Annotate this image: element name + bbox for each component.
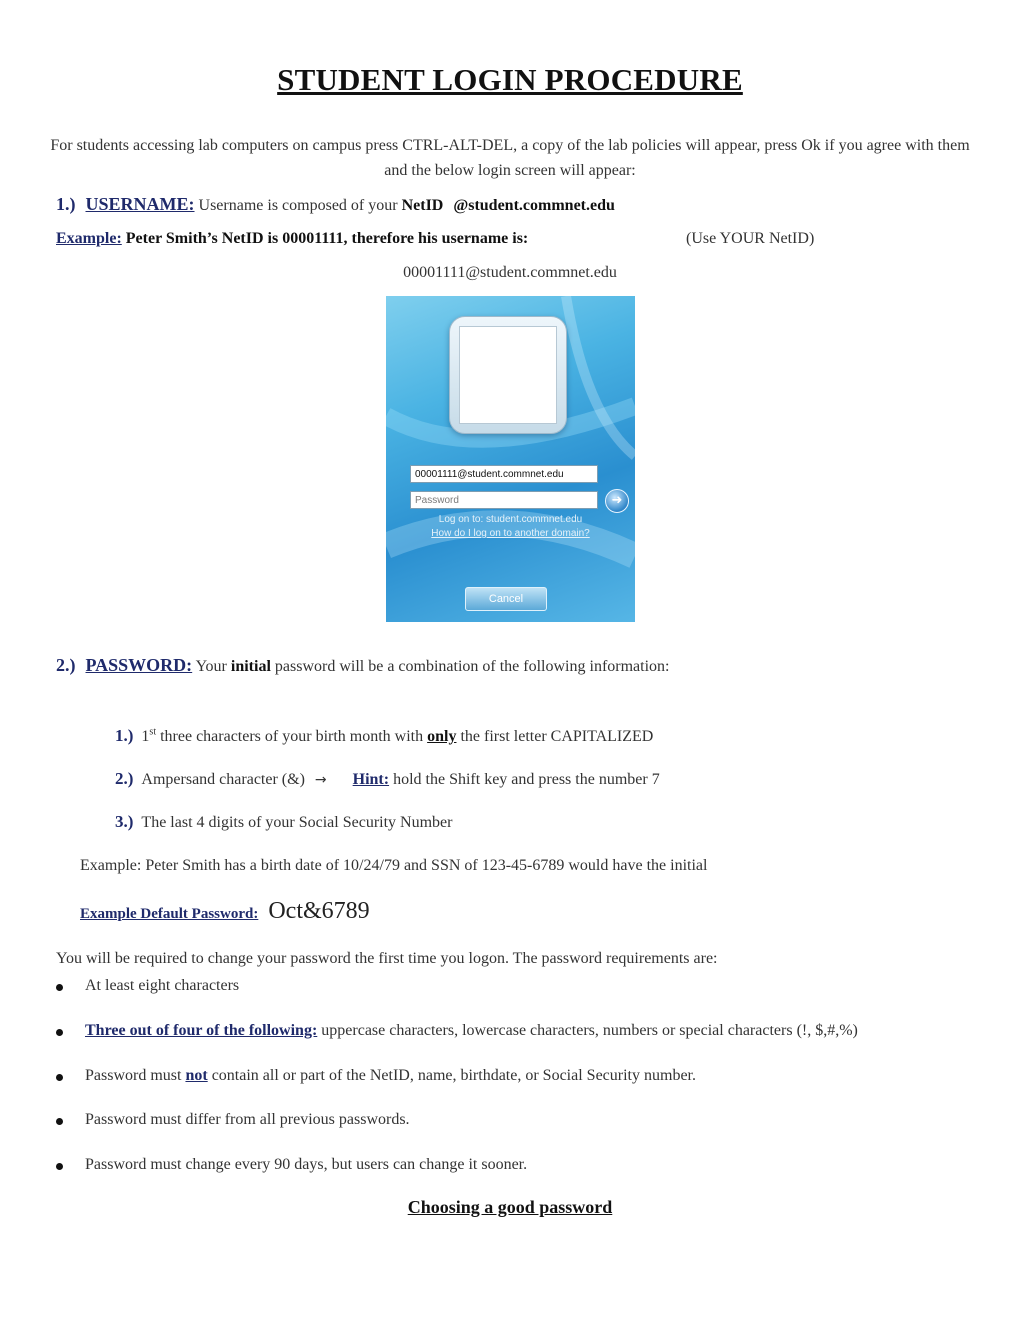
password-heading: PASSWORD:	[85, 655, 193, 675]
user-picture-frame	[459, 326, 557, 424]
default-password-line	[80, 898, 370, 925]
list-item-text-pre: Password must	[85, 1067, 182, 1084]
requirements-intro: You will be required to change your password the first time you logon. The password requirements are:	[56, 950, 718, 967]
logon-domain-text: Log on to: student.commnet.edu	[438, 514, 583, 525]
choosing-password-heading: Choosing a good password	[407, 1197, 613, 1217]
example-label: Example:	[56, 230, 122, 247]
initial-emphasis: initial	[230, 658, 271, 675]
step-text-a: three characters of your birth month with	[160, 728, 424, 745]
bullet-icon	[56, 1029, 63, 1036]
list-item	[85, 977, 239, 995]
bullet-icon	[56, 1163, 63, 1170]
list-item	[85, 1022, 858, 1040]
step-emphasis: only	[427, 728, 457, 745]
password-heading-line	[56, 655, 669, 676]
domain-label: @student.commnet.edu	[453, 197, 615, 214]
login-username-input[interactable]: 00001111@student.commnet.edu	[410, 465, 598, 483]
bullet-icon	[56, 1074, 63, 1081]
step-ordinal: 1	[141, 728, 150, 745]
list-item-text: contain all or part of the NetID, name, birthdate, or Social Security number.	[211, 1067, 696, 1084]
list-item	[85, 1156, 527, 1174]
password-step-3	[115, 812, 452, 832]
section-number: 1.)	[56, 194, 76, 214]
list-item	[85, 1111, 410, 1129]
other-domain-link[interactable]: How do I log on to another domain?	[431, 528, 590, 539]
list-item-text: At least eight characters	[85, 977, 240, 994]
login-password-input[interactable]: Password	[410, 491, 598, 509]
password-example: Example: Peter Smith has a birth date of 10/24/79 and SSN of 123-45-6789 would have the initial	[80, 857, 708, 874]
bullet-icon	[56, 984, 63, 991]
cancel-button[interactable]: Cancel	[465, 587, 547, 611]
hint-label: Hint:	[352, 771, 390, 788]
list-item-text: Password must differ from all previous passwords.	[85, 1111, 410, 1128]
username-heading-line	[56, 194, 615, 215]
arrow-right-icon: →	[314, 772, 327, 788]
arrow-right-icon[interactable]: ➜	[605, 489, 629, 513]
default-password-label: Example Default Password:	[80, 906, 259, 922]
step-text-a: Ampersand character (&)	[141, 771, 305, 788]
netid-label: NetID	[401, 197, 444, 214]
username-heading: USERNAME:	[85, 194, 195, 214]
example-text: Peter Smith’s NetID is 00001111, therefore his username is:	[125, 230, 529, 247]
list-item-emphasis: not	[185, 1067, 208, 1084]
bullet-icon	[56, 1118, 63, 1125]
example-username: 00001111@student.commnet.edu	[403, 264, 617, 281]
password-step-2	[115, 769, 660, 789]
password-text-before: Your	[195, 658, 227, 675]
step-text-a: The last 4 digits of your Social Security Number	[141, 814, 453, 831]
password-text-after: password will be a combination of the following information:	[274, 658, 670, 675]
step-text-b: hold the Shift key and press the number 7	[393, 771, 660, 788]
intro-paragraph: For students accessing lab computers on campus press CTRL-ALT-DEL, a copy of the lab policies will appear, press Ok if you agree with them and the below login screen will appear:	[50, 137, 970, 179]
list-item-emphasis: Three out of four of the following:	[85, 1022, 318, 1039]
step-ordinal-suffix: st	[149, 726, 157, 738]
step-number: 3.)	[115, 812, 134, 831]
step-number: 1.)	[115, 726, 134, 745]
password-step-1	[115, 726, 653, 746]
login-screen-image	[386, 296, 635, 622]
step-text-b: the first letter CAPITALIZED	[460, 728, 654, 745]
user-tile	[449, 316, 567, 434]
list-item	[85, 1067, 696, 1085]
list-item-text: uppercase characters, lowercase characters, numbers or special characters (!, $,#,%)	[321, 1022, 858, 1039]
username-text: Username is composed of your	[198, 197, 398, 214]
username-example-line	[56, 230, 528, 248]
default-password-value: Oct&6789	[268, 898, 370, 924]
page-title: STUDENT LOGIN PROCEDURE	[277, 62, 743, 97]
list-item-text: Password must change every 90 days, but users can change it sooner.	[85, 1156, 528, 1173]
step-number: 2.)	[115, 769, 134, 788]
use-your-netid-note: (Use YOUR NetID)	[686, 230, 815, 247]
section-number: 2.)	[56, 655, 76, 675]
